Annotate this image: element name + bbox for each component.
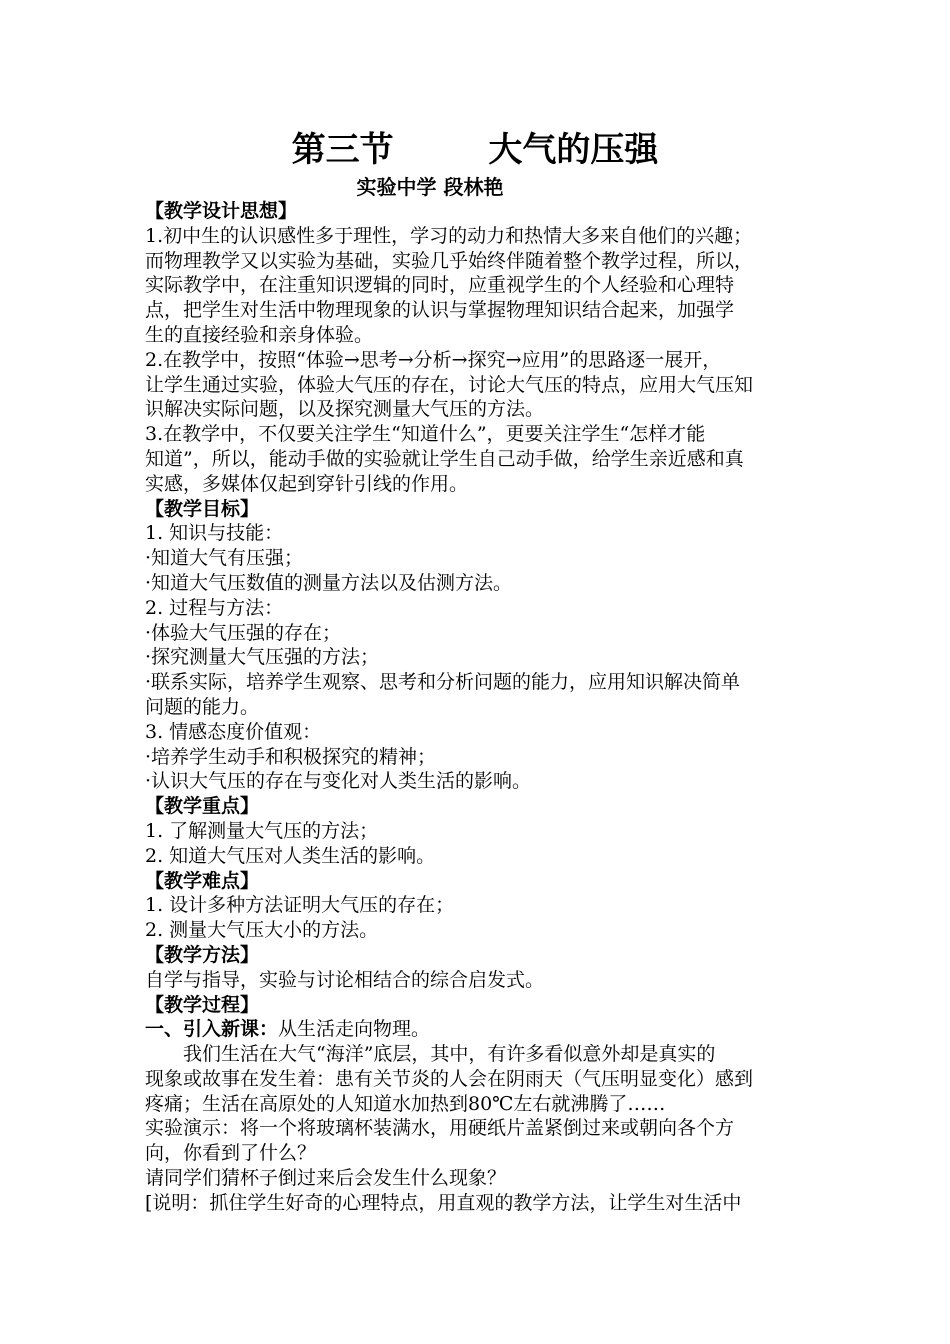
document-author: 实验中学 段林艳 bbox=[356, 175, 504, 199]
paragraph-line: 3.在教学中，不仅要关注学生“知道什么”，更要关注学生“怎样才能 bbox=[145, 423, 706, 446]
list-item: ·体验大气压强的存在； bbox=[145, 621, 342, 644]
list-item: 1. 设计多种方法证明大气压的存在； bbox=[145, 894, 455, 917]
paragraph-line: 现象或故事在发生着：患有关节炎的人会在阴雨天（气压明显变化）感到 bbox=[145, 1067, 754, 1090]
paragraph-line: 2.在教学中，按照“体验→思考→分析→探究→应用”的思路逐一展开， bbox=[145, 348, 722, 371]
paragraph-line: [说明：抓住学生好奇的心理特点，用直观的教学方法，让学生对生活中 bbox=[145, 1191, 742, 1214]
list-item: ·认识大气压的存在与变化对人类生活的影响。 bbox=[145, 770, 532, 793]
heading-difficulties: 【教学难点】 bbox=[145, 869, 260, 892]
document-title: 第三节 大气的压强 bbox=[291, 130, 659, 170]
list-item: ·联系实际，培养学生观察、思考和分析问题的能力，应用知识解决简单 bbox=[145, 671, 741, 694]
paragraph-line: 自学与指导，实验与讨论相结合的综合启发式。 bbox=[145, 968, 545, 991]
paragraph-line: 点，把学生对生活中物理现象的认识与掌握物理知识结合起来，加强学 bbox=[145, 299, 735, 322]
list-item: 问题的能力。 bbox=[145, 695, 260, 718]
document-body bbox=[145, 199, 845, 1216]
heading-process: 【教学过程】 bbox=[145, 993, 260, 1016]
section-one-line bbox=[145, 1017, 845, 1042]
paragraph-line: 向，你看到了什么？ bbox=[145, 1142, 317, 1165]
paragraph-line: 实验演示：将一个将玻璃杯装满水，用硬纸片盖紧倒过来或朝向各个方 bbox=[145, 1117, 735, 1140]
paragraph-line: 让学生通过实验，体验大气压的存在，讨论大气压的特点，应用大气压知 bbox=[145, 373, 754, 396]
list-item: 2. 知道大气压对人类生活的影响。 bbox=[145, 844, 436, 867]
section-one-text: 从生活走向物理。 bbox=[278, 1018, 431, 1041]
list-item: 2. 测量大气压大小的方法。 bbox=[145, 919, 379, 942]
paragraph-line: 识解决实际问题，以及探究测量大气压的方法。 bbox=[145, 398, 545, 421]
paragraph-line: 1.初中生的认识感性多于理性，学习的动力和热情大多来自他们的兴趣； bbox=[145, 224, 753, 247]
paragraph-line: 生的直接经验和亲身体验。 bbox=[145, 323, 374, 346]
paragraph-line: 知道”，所以，能动手做的实验就让学生自己动手做，给学生亲近感和真 bbox=[145, 447, 744, 470]
list-item: 3. 情感态度价值观： bbox=[145, 720, 322, 743]
section-one-lead: 一、引入新课： bbox=[145, 1018, 279, 1041]
paragraph-line: 实际教学中，在注重知识逻辑的同时，应重视学生的个人经验和心理特 bbox=[145, 274, 735, 297]
paragraph-line: 而物理教学又以实验为基础，实验几乎始终伴随着整个教学过程，所以， bbox=[145, 249, 754, 272]
heading-methods: 【教学方法】 bbox=[145, 943, 260, 966]
list-item: 1. 了解测量大气压的方法； bbox=[145, 819, 379, 842]
paragraph-line: 疼痛；生活在高原处的人知道水加热到80℃左右就沸腾了…… bbox=[145, 1092, 666, 1115]
list-item: ·知道大气有压强； bbox=[145, 547, 304, 570]
paragraph-line: 请同学们猜杯子倒过来后会发生什么现象？ bbox=[145, 1167, 507, 1190]
list-item: ·知道大气压数值的测量方法以及估测方法。 bbox=[145, 571, 513, 594]
list-item: ·培养学生动手和积极探究的精神； bbox=[145, 745, 437, 768]
heading-design-thinking: 【教学设计思想】 bbox=[145, 200, 298, 222]
list-item: 2. 过程与方法： bbox=[145, 596, 284, 619]
list-item: ·探究测量大气压强的方法； bbox=[145, 646, 380, 669]
paragraph-line: 实感，多媒体仅起到穿针引线的作用。 bbox=[145, 472, 469, 495]
paragraph-line: 我们生活在大气“海洋”底层，其中，有许多看似意外却是真实的 bbox=[183, 1043, 716, 1066]
heading-key-points: 【教学重点】 bbox=[145, 795, 260, 818]
heading-objectives: 【教学目标】 bbox=[145, 497, 260, 520]
list-item: 1. 知识与技能： bbox=[145, 522, 284, 545]
